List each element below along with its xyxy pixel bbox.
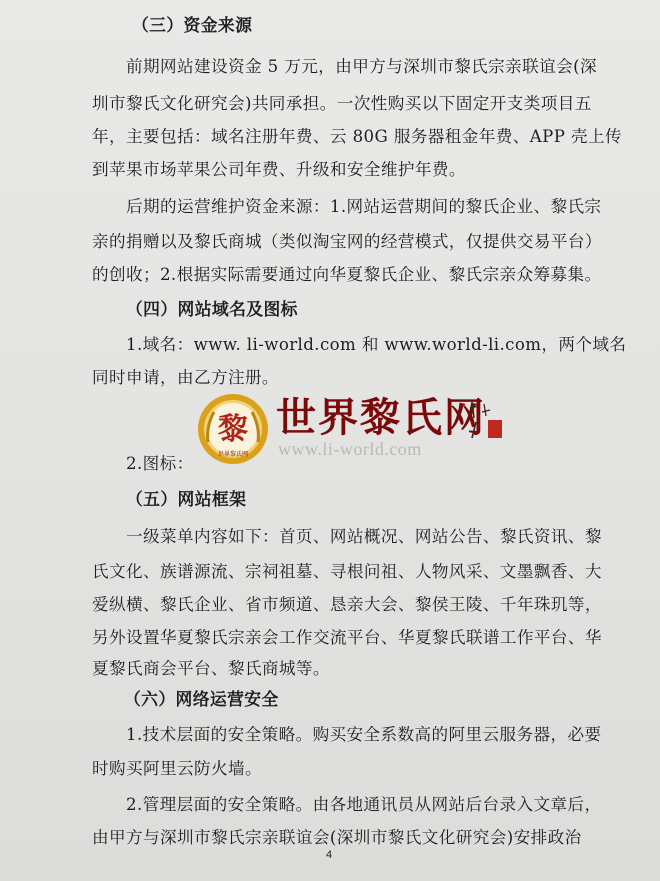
page-number: 4 [326, 849, 333, 861]
emblem-icon [196, 392, 270, 466]
section-heading-domain: （四）网站域名及图标 [126, 299, 298, 319]
emblem-character: 黎 [218, 412, 248, 447]
paragraph-line: 夏黎氏商会平台、黎氏商城等。 [92, 659, 330, 678]
emblem-caption: 世界黎氏网 [217, 451, 249, 458]
paragraph-line: 一级菜单内容如下：首页、网站概况、网站公告、黎氏资讯、黎 [126, 527, 602, 546]
paragraph-line: 亲的捐赠以及黎氏商城（类似淘宝网的经营模式，仅提供交易平台） [92, 232, 602, 251]
section-heading-framework: （五）网站框架 [126, 489, 247, 509]
paragraph-line: 同时申请，由乙方注册。 [92, 368, 279, 387]
paragraph-line: 另外设置华夏黎氏宗亲会工作交流平台、华夏黎氏联谱工作平台、华 [92, 628, 602, 647]
paragraph-line: 1.技术层面的安全策略。购买安全系数高的阿里云服务器，必要 [126, 725, 602, 744]
logo-title: 世界黎氏网 [276, 394, 486, 441]
paragraph-line: 到苹果市场苹果公司年费、升级和安全维护年费。 [92, 160, 466, 179]
paragraph-line: 爱纵横、黎氏企业、省市频道、恳亲大会、黎侯王陵、千年珠玑等， [92, 595, 602, 614]
paragraph-line: 2.管理层面的安全策略。由各地通讯员从网站后台录入文章后， [126, 795, 602, 814]
logo-url: www.li-world.com [278, 439, 422, 459]
paragraph-line: 前期网站建设资金 5 万元，由甲方与深圳市黎氏宗亲联谊会(深 [126, 57, 598, 76]
paragraph-line: 的创收；2.根据实际需要通过向华夏黎氏企业、黎氏宗亲众筹募集。 [92, 265, 602, 284]
site-logo [196, 392, 516, 472]
paragraph-line: 年，主要包括：域名注册年费、云 80G 服务器租金年费、APP 壳上传 [92, 127, 622, 146]
section-heading-security: （六）网络运营安全 [124, 689, 279, 709]
calligraphy-seal-icon [464, 398, 506, 446]
paragraph-line: 1.域名：www. li-world.com 和 www.world-li.com，两个域名 [126, 335, 627, 354]
section-heading-funding: （三）资金来源 [132, 15, 253, 35]
paragraph-line: 时购买阿里云防火墙。 [92, 759, 262, 778]
paragraph-line: 2.图标： [126, 454, 194, 473]
paragraph-line: 由甲方与深圳市黎氏宗亲联谊会(深圳市黎氏文化研究会)安排政治 [92, 828, 582, 847]
paragraph-line: 后期的运营维护资金来源：1.网站运营期间的黎氏企业、黎氏宗 [126, 197, 602, 216]
paragraph-line: 圳市黎氏文化研究会)共同承担。一次性购买以下固定开支类项目五 [92, 94, 592, 113]
paragraph-line: 氏文化、族谱源流、宗祠祖墓、寻根问祖、人物风采、文墨飘香、大 [92, 562, 602, 581]
